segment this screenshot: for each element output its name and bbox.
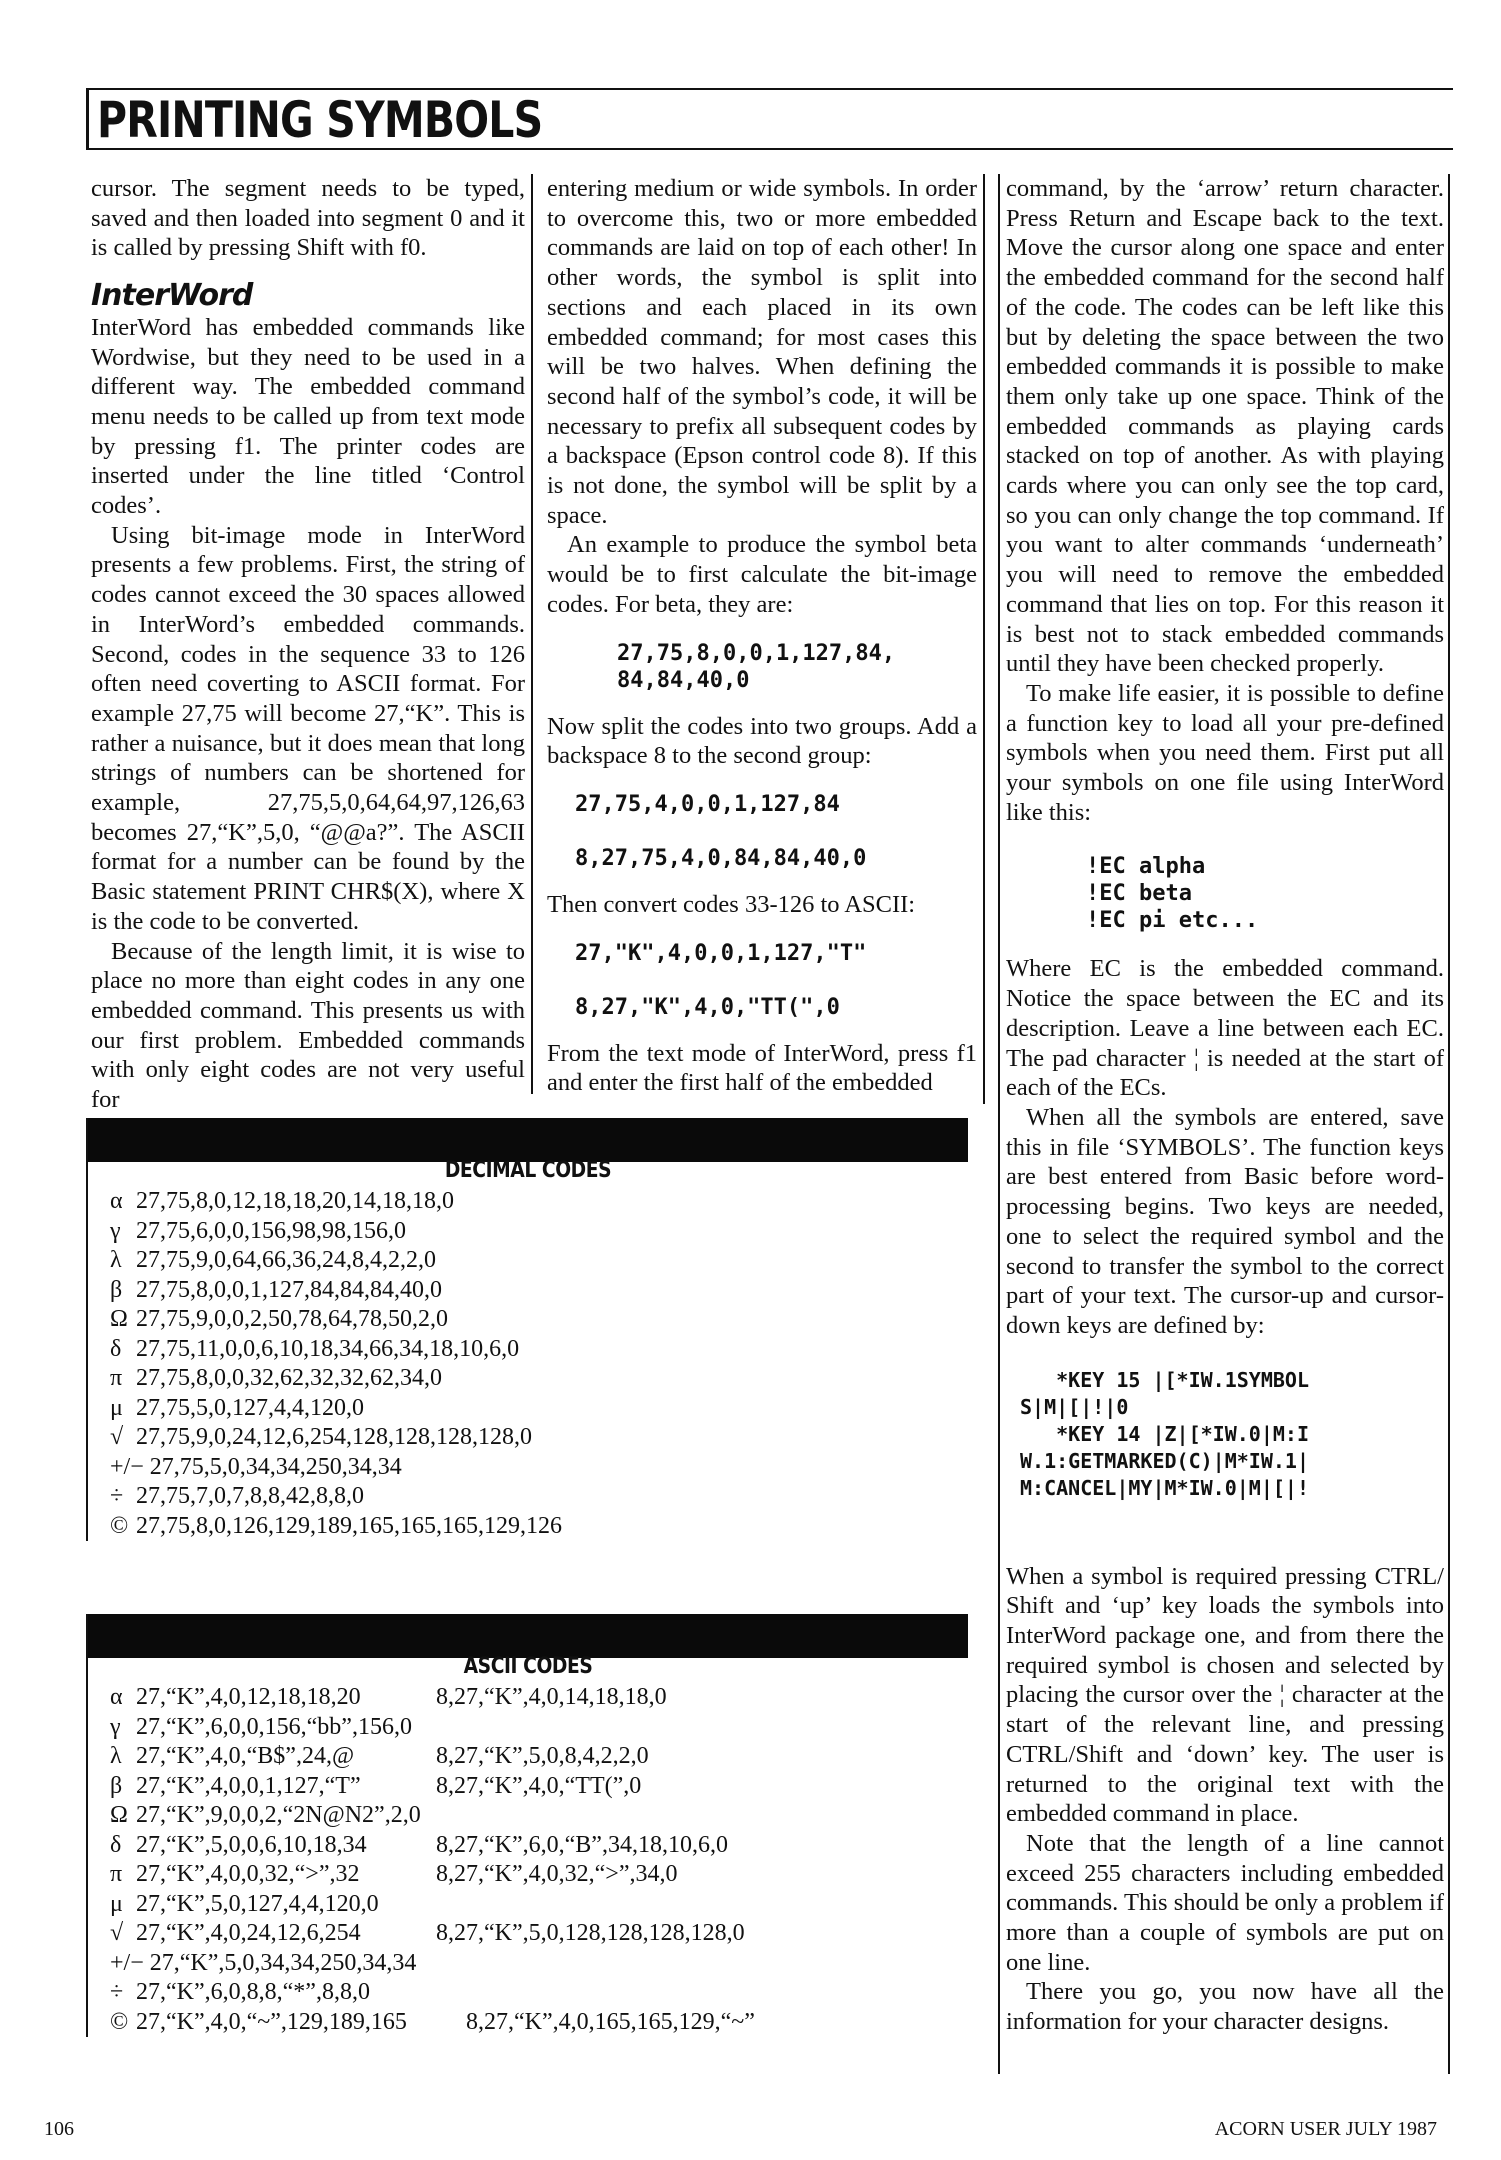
symbol-glyph: ÷	[110, 1979, 124, 2005]
code-values: 27,“K”,9,0,0,2,“2N@N2”,2,0	[136, 1802, 421, 1828]
code-values: 27,75,5,0,127,4,4,120,0	[136, 1394, 364, 1421]
code-listing: 27,75,8,0,0,1,127,84, 84,84,40,0	[617, 640, 896, 693]
code-row	[88, 1772, 968, 1802]
code-row	[88, 1512, 968, 1542]
code-values: 27,75,8,0,0,1,127,84,84,84,40,0	[136, 1276, 442, 1303]
symbol-glyph: δ	[110, 1335, 122, 1362]
col1-paragraph: Because of the length limit, it is wise to place no more than eight codes in any one embedded command. This presents us with our first problem. Embedded commands with only eight codes are not very useful for	[91, 937, 525, 1114]
page-title: PRINTING SYMBOLS	[97, 91, 543, 149]
interword-subheading: InterWord	[91, 278, 253, 314]
col3-paragraph: When all the symbols are entered, save this in file ‘SYMBOLS’. The function keys are best entered from Basic before word-processing begins. Two keys are needed, one to select the required symbol and the second to transfer the symbol to the correct part of your text. The cursor-up and cursor-down keys are defined by:	[1006, 1103, 1444, 1339]
code-row	[88, 1978, 968, 2008]
symbol-glyph: +/−	[110, 1453, 144, 1480]
code-values: 27,“K”,6,0,8,8,“*”,8,8,0	[136, 1979, 370, 2005]
code-values: 27,“K”,4,0,12,18,18,20	[136, 1684, 361, 1710]
symbol-glyph: √	[110, 1424, 124, 1450]
code-values: 27,“K”,4,0,“~”,129,189,165	[136, 2008, 407, 2035]
code-row	[88, 1246, 968, 1276]
code-row	[88, 1801, 968, 1831]
col3-paragraph: When a symbol is required pressing CTRL/ Shift and ‘up’ key loads the symbols into InterWord package one, and from there the required symbol is chosen and selected by placing the cursor over the ¦ character at the start of the relevant line, and pressing CTRL/Shift and ‘down’ key. The user is returned to the original text with the embedded command in place.	[1006, 1562, 1444, 1828]
code-values: 27,“K”,6,0,0,156,“bb”,156,0	[136, 1713, 412, 1740]
symbol-glyph: Ω	[110, 1306, 128, 1332]
symbol-glyph: β	[110, 1772, 123, 1799]
code-row	[88, 1919, 968, 1949]
code-listing: 27,75,4,0,0,1,127,84 8,27,75,4,0,84,84,40,0	[575, 791, 867, 871]
symbol-glyph: δ	[110, 1831, 122, 1858]
code-values-second-half: 8,27,“K”,5,0,128,128,128,128,0	[436, 1920, 745, 1946]
symbol-glyph: π	[110, 1365, 123, 1391]
symbol-glyph: γ	[110, 1217, 121, 1244]
code-row	[88, 2008, 968, 2038]
column-3	[998, 174, 1450, 2074]
code-row	[88, 1276, 968, 1306]
code-listing: !EC alpha !EC beta !EC pi etc...	[1086, 854, 1259, 934]
code-row	[88, 1217, 968, 1247]
code-listing: *KEY 15 |[*IW.1SYMBOL S|M|[|!|0 *KEY 14 |Z|[*IW.0|M:I W.1:GETMARKED(C)|M*IW.1| M:CANCEL|MY|M*IW.0|M|[|!	[1020, 1367, 1309, 1500]
code-listing: 27,"K",4,0,0,1,127,"T" 8,27,"K",4,0,"TT(",0	[575, 940, 867, 1020]
col2-paragraph: An example to produce the symbol beta would be to first calculate the bit-image codes. For beta, they are:	[547, 531, 977, 618]
code-values: 27,“K”,5,0,34,34,250,34,34	[149, 1949, 417, 1976]
code-row	[88, 1860, 968, 1890]
symbol-glyph: μ	[110, 1394, 123, 1421]
box-header-bar	[88, 1614, 968, 1658]
code-row	[88, 1453, 968, 1483]
code-values: 27,“K”,5,0,0,6,10,18,34	[136, 1831, 367, 1858]
col1-paragraph: Using bit-image mode in InterWord presents a few problems. First, the string of codes cannot exceed the 30 spaces allowed in InterWord’s embedded commands. Second, codes in the sequence 33 to 126 often need coverting to ASCII format. For example 27,75 will become 27,“K”. This is rather a nuisance, but it does mean that long strings of numbers can be shortened for example, 27,75,5,0,64,64,97,126,63 becomes 27,“K”,5,0, “@@a?”. The ASCII format for a number can be found by the Basic statement PRINT CHR$(X), where X is the code to be converted.	[91, 521, 525, 935]
symbol-glyph: μ	[110, 1890, 123, 1917]
col2-paragraph: Then convert codes 33-126 to ASCII:	[547, 890, 916, 918]
code-values-second-half: 8,27,“K”,4,0,165,165,129,“~”	[466, 2008, 755, 2035]
code-values: 27,75,9,0,0,2,50,78,64,78,50,2,0	[136, 1306, 448, 1332]
decimal-codes-title: DECIMAL CODES	[444, 1158, 612, 1183]
col3-paragraph: Where EC is the embedded command. Notice the space between the EC and its description. Leave a line between each EC. The pad character ¦ is needed at the start of each of the ECs.	[1006, 955, 1444, 1102]
col2-paragraph: entering medium or wide symbols. In order to overcome this, two or more embedded commands are laid on top of each other! In other words, the symbol is split into sections and each placed in its own embedded command; for most cases this will be two halves. When defining the second half of the symbol’s code, it will be necessary to prefix all subsequent codes by a backspace (Epson control code 8). If this is not done, the symbol will be split by a space.	[547, 175, 977, 529]
code-values-second-half: 8,27,“K”,6,0,“B”,34,18,10,6,0	[436, 1831, 728, 1858]
column-1	[91, 174, 533, 1114]
symbol-glyph: λ	[110, 1247, 122, 1273]
ascii-codes-list	[88, 1683, 968, 2037]
decimal-codes-box	[86, 1118, 968, 1541]
code-row	[88, 1683, 968, 1713]
col1-paragraph: InterWord has embedded commands like Wordwise, but they need to be used in a different way. The embedded command menu needs to be called up from text mode by pressing f1. The printer codes are inserted under the line titled ‘Control codes’.	[91, 313, 525, 520]
col2-paragraph: From the text mode of InterWord, press f1 and enter the first half of the embedded	[547, 1039, 977, 1097]
code-values: 27,75,9,0,64,66,36,24,8,4,2,2,0	[136, 1247, 436, 1273]
page-number: 106	[44, 2118, 74, 2140]
ascii-codes-title: ASCII CODES	[463, 1654, 593, 1679]
page-header	[86, 88, 1453, 150]
col3-paragraph: command, by the ‘arrow’ return character. Press Return and Escape back to the text. Move the cursor along one space and enter the embedded command for the second half of the code. The codes can be left like this but by deleting the space between the two embedded commands it is possible to make them only take up one space. Think of the embedded commands as playing cards stacked on top of another. As with playing cards where you can only see the top card, so you can only change the top command. If you want to alter commands ‘underneath’ you will need to remove the embedded command that lies on top. For this reason it is best not to stack embedded commands until they have been checked properly.	[1006, 175, 1444, 678]
symbol-glyph: γ	[110, 1713, 121, 1740]
col3-paragraph: To make life easier, it is possible to define a function key to load all your pre-defined symbols when you need them. First put all your symbols on one file using InterWord like this:	[1006, 679, 1444, 826]
col2-paragraph: Now split the codes into two groups. Add a backspace 8 to the second group:	[547, 712, 977, 770]
code-values: 27,75,8,0,12,18,18,20,14,18,18,0	[136, 1188, 454, 1214]
code-values: 27,“K”,5,0,127,4,4,120,0	[136, 1890, 379, 1917]
code-row	[88, 1831, 968, 1861]
code-row	[88, 1713, 968, 1743]
code-row	[88, 1423, 968, 1453]
symbol-glyph: ÷	[110, 1483, 124, 1509]
code-values-second-half: 8,27,“K”,5,0,8,4,2,2,0	[436, 1743, 649, 1769]
column-2	[547, 174, 985, 1104]
symbol-glyph: +/−	[110, 1949, 144, 1976]
code-row	[88, 1890, 968, 1920]
code-values: 27,75,8,0,0,32,62,32,32,62,34,0	[136, 1365, 442, 1391]
col3-paragraph: There you go, you now have all the information for your character designs.	[1006, 1978, 1444, 2036]
symbol-glyph: λ	[110, 1743, 122, 1769]
code-row	[88, 1482, 968, 1512]
symbol-glyph: ©	[110, 1512, 129, 1539]
box-header-bar	[88, 1118, 968, 1162]
symbol-glyph: √	[110, 1920, 124, 1946]
code-values-second-half: 8,27,“K”,4,0,14,18,18,0	[436, 1684, 667, 1710]
col3-paragraph: Note that the length of a line cannot exceed 255 characters including embedded commands. This should be only a problem if more than a couple of symbols are put on one line.	[1006, 1829, 1444, 1976]
col1-paragraph: cursor. The segment needs to be typed, saved and then loaded into segment 0 and it is called by pressing Shift with f0.	[91, 175, 525, 262]
symbol-glyph: π	[110, 1861, 123, 1887]
code-values: 27,75,9,0,24,12,6,254,128,128,128,128,0	[136, 1424, 532, 1450]
code-values: 27,75,11,0,0,6,10,18,34,66,34,18,10,6,0	[136, 1335, 520, 1362]
code-row	[88, 1364, 968, 1394]
code-values: 27,“K”,4,0,24,12,6,254	[136, 1920, 361, 1946]
code-values: 27,“K”,4,0,0,32,“>”,32	[136, 1861, 360, 1887]
symbol-glyph: Ω	[110, 1802, 128, 1828]
code-row	[88, 1742, 968, 1772]
code-row	[88, 1949, 968, 1979]
code-row	[88, 1394, 968, 1424]
symbol-glyph: β	[110, 1276, 123, 1303]
symbol-glyph: ©	[110, 2008, 129, 2035]
code-row	[88, 1187, 968, 1217]
code-values: 27,“K”,4,0,0,1,127,“T”	[136, 1772, 361, 1799]
symbol-glyph: α	[110, 1188, 123, 1214]
code-values: 27,“K”,4,0,“B$”,24,@	[136, 1743, 355, 1769]
symbol-glyph: α	[110, 1684, 123, 1710]
ascii-codes-box	[86, 1614, 968, 2037]
issue-label: ACORN USER JULY 1987	[1214, 2118, 1437, 2140]
code-values: 27,75,7,0,7,8,8,42,8,8,0	[136, 1483, 364, 1509]
code-row	[88, 1335, 968, 1365]
code-values: 27,75,8,0,126,129,189,165,165,165,129,126	[136, 1512, 562, 1539]
code-values: 27,75,5,0,34,34,250,34,34	[149, 1453, 402, 1480]
code-row	[88, 1305, 968, 1335]
code-values-second-half: 8,27,“K”,4,0,“TT(”,0	[436, 1772, 642, 1799]
decimal-codes-list	[88, 1187, 968, 1541]
code-values: 27,75,6,0,0,156,98,98,156,0	[136, 1217, 406, 1244]
code-values-second-half: 8,27,“K”,4,0,32,“>”,34,0	[436, 1861, 678, 1887]
